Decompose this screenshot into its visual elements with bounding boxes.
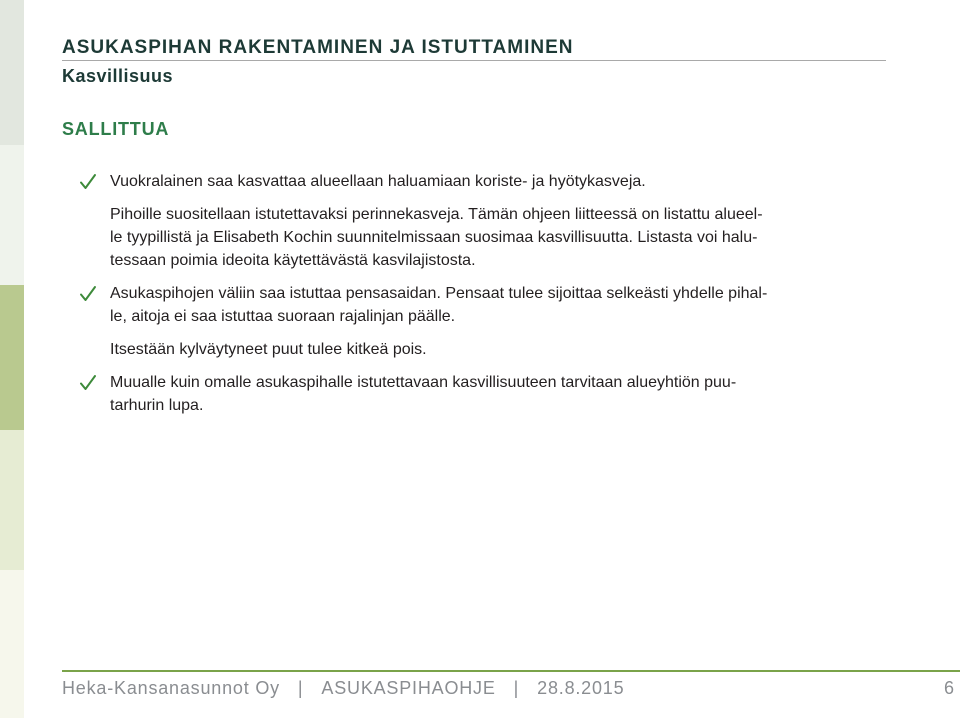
page-number: 6 [943, 678, 954, 698]
footer [62, 678, 624, 699]
list-item-line: Itsestään kylväytyneet puut tulee kitkeä pois. [110, 341, 427, 358]
footer-company: Heka-Kansanasunnot Oy [62, 678, 280, 698]
footer-date: 28.8.2015 [537, 678, 625, 698]
list-item [110, 338, 886, 361]
list-item [110, 203, 886, 272]
check-icon [79, 285, 97, 303]
list-item-line: Vuokralainen saa kasvattaa alueellaan haluamiaan koriste- ja hyötykasveja. [110, 173, 646, 190]
side-stripe-segment [0, 285, 24, 430]
side-stripe-segment [0, 570, 24, 718]
footer-separator: | [297, 678, 304, 698]
check-icon [79, 374, 97, 392]
title-divider [62, 60, 886, 61]
footer-separator: | [513, 678, 520, 698]
list-item-line: le tyypillistä ja Elisabeth Kochin suunnitelmissaan suosimaa kasvillisuutta. Listasta voi halu- [110, 229, 758, 246]
footer-divider [62, 670, 960, 672]
list-item [110, 371, 886, 417]
page-subtitle: Kasvillisuus [62, 66, 174, 86]
list-item-line: Pihoille suositellaan istutettavaksi perinnekasveja. Tämän ohjeen liitteessä on listattu alueel- [110, 206, 763, 223]
footer-doc-name: ASUKASPIHAOHJE [321, 678, 496, 698]
list-item [110, 282, 886, 328]
list-item-line: le, aitoja ei saa istuttaa suoraan rajalinjan päälle. [110, 308, 456, 325]
side-stripe-segment [0, 145, 24, 285]
list-item-line: Asukaspihojen väliin saa istuttaa pensasaidan. Pensaat tulee sijoittaa selkeästi yhdelle pihal- [110, 285, 768, 302]
list-item [110, 170, 886, 193]
section-heading: SALLITTUA [62, 119, 170, 139]
list-item-line: tessaan poimia ideoita käytettävästä kasvilajistosta. [110, 252, 476, 269]
side-stripe-segment [0, 430, 24, 570]
list-item-line: Muualle kuin omalle asukaspihalle istutettavaan kasvillisuuteen tarvitaan alueyhtiön puu- [110, 374, 737, 391]
page-title: ASUKASPIHAN RAKENTAMINEN JA ISTUTTAMINEN [62, 37, 574, 58]
list-item-line: tarhurin lupa. [110, 397, 204, 414]
side-stripe-segment [0, 0, 24, 145]
check-icon [79, 173, 97, 191]
